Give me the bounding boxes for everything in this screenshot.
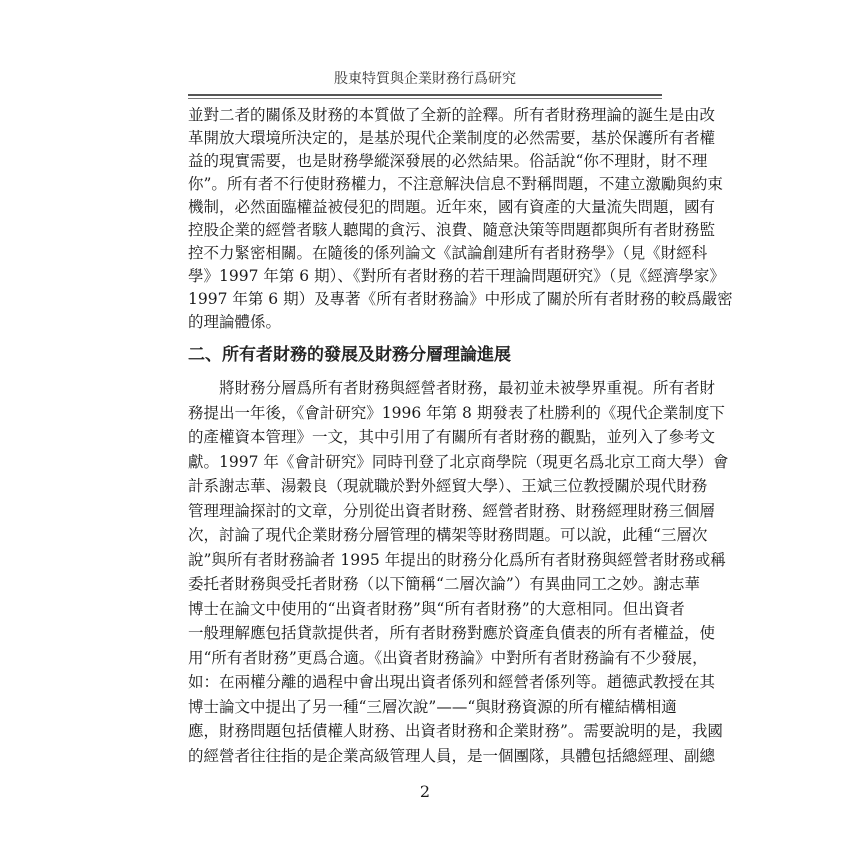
text-line: 將財務分層爲所有者財務與經營者財務，最初並未被學界重視。所有者財 xyxy=(219,379,716,397)
text-line: 次，討論了現代企業財務分層管理的構架等財務問題。可以說，此種“三層次 xyxy=(188,526,708,544)
text-line: 你”。所有者不行使財務權力，不注意解決信息不對稱問題，不建立激勵與約束 xyxy=(188,175,723,193)
text-line: 控股企業的經營者駭人聽聞的貪污、浪費、隨意決策等問題都與所有者財務監 xyxy=(188,221,716,239)
paragraph-2 xyxy=(188,376,729,768)
text-line: 博士論文中提出了另一種“三層次說”——“與財務資源的所有權結構相適 xyxy=(188,697,677,716)
paragraph-1 xyxy=(188,104,733,334)
text-line: 獻。1997 年《會計研究》同時刊登了北京商學院（現更名爲北京工商大學）會 xyxy=(188,452,729,471)
text-line: 控不力緊密相關。在隨後的係列論文《試論創建所有者財務學》（見《財經科 xyxy=(188,244,708,262)
text-line: 應，財務問題包括債權人財務、出資者財務和企業財務”。需要說明的是，我國 xyxy=(188,722,723,740)
text-line: 學》1997 年第 6 期）、《對所有者財務的若干理論問題研究》（見《經濟學家》 xyxy=(188,267,725,285)
page-number: 2 xyxy=(419,782,431,801)
text-line: 說”與所有者財務論者 1995 年提出的財務分化爲所有者財務與經營者財務或稱 xyxy=(188,550,726,569)
text-line: 的經營者往往指的是企業高級管理人員，是一個團隊，具體包括總經理、副總 xyxy=(188,746,716,765)
text-line: 博士在論文中使用的“出資者財務”與“所有者財務”的大意相同。但出資者 xyxy=(188,599,685,618)
text-line: 計系謝志華、湯穀良（現就職於對外經貿大學）、王斌三位教授關於現代財務 xyxy=(188,477,708,495)
text-line: 革開放大環境所決定的，是基於現代企業制度的必然需要，基於保護所有者權 xyxy=(188,129,716,147)
running-header: 股東特質與企業財務行爲研究 xyxy=(334,71,516,87)
text-line: 務提出一年後，《會計研究》1996 年第 8 期發表了杜勝利的《現代企業制度下 xyxy=(188,403,725,422)
text-line: 管理理論探討的文章，分別從出資者財務、經營者財務、財務經理財務三個層 xyxy=(188,501,716,520)
text-line: 委托者財務與受托者財務（以下簡稱“二層次論”）有異曲同工之妙。謝志華 xyxy=(188,575,700,593)
header-rule xyxy=(188,94,662,99)
text-line: 用“所有者財務”更爲合適。《出資者財務論》中對所有者財務論有不少發展， xyxy=(188,648,708,667)
text-line: 機制，必然面臨權益被侵犯的問題。近年來，國有資產的大量流失問題，國有 xyxy=(188,198,716,216)
section-heading: 二、所有者財務的發展及財務分層理論進展 xyxy=(188,345,511,365)
text-line: 一般理解應包括貸款提供者，所有者財務對應於資產負債表的所有者權益，使 xyxy=(188,624,716,642)
text-line: 如：在兩權分離的過程中會出現出資者係列和經營者係列等。趙德武教授在其 xyxy=(188,673,716,691)
text-line: 的理論體係。 xyxy=(188,313,282,331)
text-line: 的產權資本管理》一文，其中引用了有關所有者財務的觀點，並列入了參考文 xyxy=(188,428,716,446)
text-line: 益的現實需要，也是財務學縱深發展的必然結果。俗話說“你不理財，財不理 xyxy=(188,152,708,170)
text-line: 1997 年第 6 期）及專著《所有者財務論》中形成了關於所有者財務的較爲嚴密 xyxy=(188,290,733,308)
text-line: 並對二者的關係及財務的本質做了全新的詮釋。所有者財務理論的誕生是由改 xyxy=(188,106,716,124)
